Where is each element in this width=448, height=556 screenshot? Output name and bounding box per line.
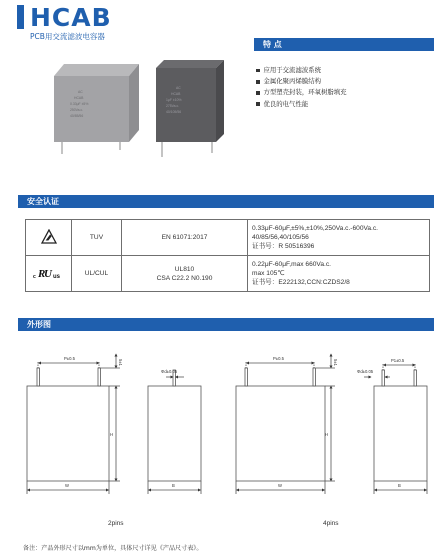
product-photo [40, 46, 230, 158]
two-pin-front-view [27, 354, 120, 494]
capacitor-right-line-4: 275Va.c. [166, 104, 180, 108]
dim-p1-label: P1±0.5 [391, 358, 405, 363]
svg-text:U: U [43, 267, 52, 280]
title-accent-bar [17, 5, 24, 29]
dim-p-label: P±0.5 [273, 356, 284, 361]
table-row [26, 256, 430, 292]
bullet-square-icon [256, 102, 260, 106]
bullet-square-icon [256, 69, 260, 73]
feature-item: 优良的电气性能 [256, 99, 347, 110]
capacitor-right-line-2: HCAB [171, 92, 181, 96]
dim-lead-label: 5±1 [118, 359, 123, 366]
cert-range-cell: 0.22μF-60μF,max 660Va.c. max 105℃ 证书号：E222132,CCN:CZDS2/8 [248, 256, 430, 292]
svg-text:c: c [32, 273, 36, 280]
dimension-note: 备注：产品外形尺寸以mm为单位，具体尺寸详见《产品尺寸表》。 [23, 545, 203, 552]
table-row [26, 220, 430, 256]
cert-body-cell: TUV [72, 220, 122, 256]
cert-body-cell: UL/CUL [72, 256, 122, 292]
certification-heading: 安全认证 [18, 195, 434, 208]
four-pin-caption: 4pins [323, 520, 339, 527]
dim-b-label: B [398, 483, 401, 488]
tuv-triangle-icon [41, 229, 57, 244]
cert-standard-cell: EN 61071:2017 [122, 220, 248, 256]
page-subtitle: PCB用交流滤波电容器 [30, 32, 105, 41]
two-pin-caption: 2pins [108, 520, 124, 527]
cru-us-mark-icon [32, 266, 66, 280]
capacitor-right [156, 60, 224, 157]
two-pin-side-view [148, 370, 201, 494]
cert-standard-cell: UL810 CSA C22.2 N0.190 [122, 256, 248, 292]
dim-b-label: B [172, 483, 175, 488]
feature-item: 金属化聚丙烯膜结构 [256, 76, 347, 87]
dim-d-label: Φd±0.05 [357, 369, 374, 374]
bullet-square-icon [256, 91, 260, 95]
capacitor-left-line-4: 250Va.c. [70, 108, 84, 112]
four-pin-front-view [236, 354, 335, 494]
dim-lead-label: 5±1 [333, 359, 338, 366]
cert-mark-cell [26, 256, 72, 292]
cert-mark-cell [26, 220, 72, 256]
capacitor-left-line-2: HCAB [74, 96, 84, 100]
cert-range-cell: 0.33μF-60μF,±5%,±10%,250Va.c.-600Va.c. 40/85/56,40/105/56 证书号：R 50516396 [248, 220, 430, 256]
dim-d-label: Φd±0.05 [161, 369, 178, 374]
features-heading: 特 点 [254, 38, 434, 51]
bullet-square-icon [256, 80, 260, 84]
dim-w-label: W [65, 483, 69, 488]
dim-p-label: P±0.5 [64, 356, 75, 361]
dim-w-label: W [278, 483, 282, 488]
outline-drawings [0, 332, 448, 542]
page-title: HCAB [30, 3, 112, 32]
capacitor-left-line-5: 40/85/56 [70, 114, 84, 118]
features-list [256, 65, 347, 110]
capacitor-right-line-3: 1μF ±10% [166, 98, 182, 102]
dim-h-label: H [110, 432, 114, 437]
svg-text:us: us [52, 273, 60, 280]
capacitor-right-line-1: AC [176, 86, 181, 90]
feature-item: 应用于交流滤波系统 [256, 65, 347, 76]
four-pin-side-view [364, 364, 427, 494]
svg-text:R: R [37, 267, 45, 280]
dim-h-label: H [325, 432, 329, 437]
certification-table [25, 219, 430, 292]
capacitor-left [54, 64, 139, 154]
capacitor-right-line-5: 40/105/56 [166, 110, 182, 114]
feature-item: 方型塑壳封装，环氧树脂填充 [256, 87, 347, 98]
outline-heading: 外形图 [18, 318, 434, 331]
capacitor-left-line-3: 0.33μF ±5% [70, 102, 89, 106]
capacitor-left-line-1: AC [78, 90, 83, 94]
